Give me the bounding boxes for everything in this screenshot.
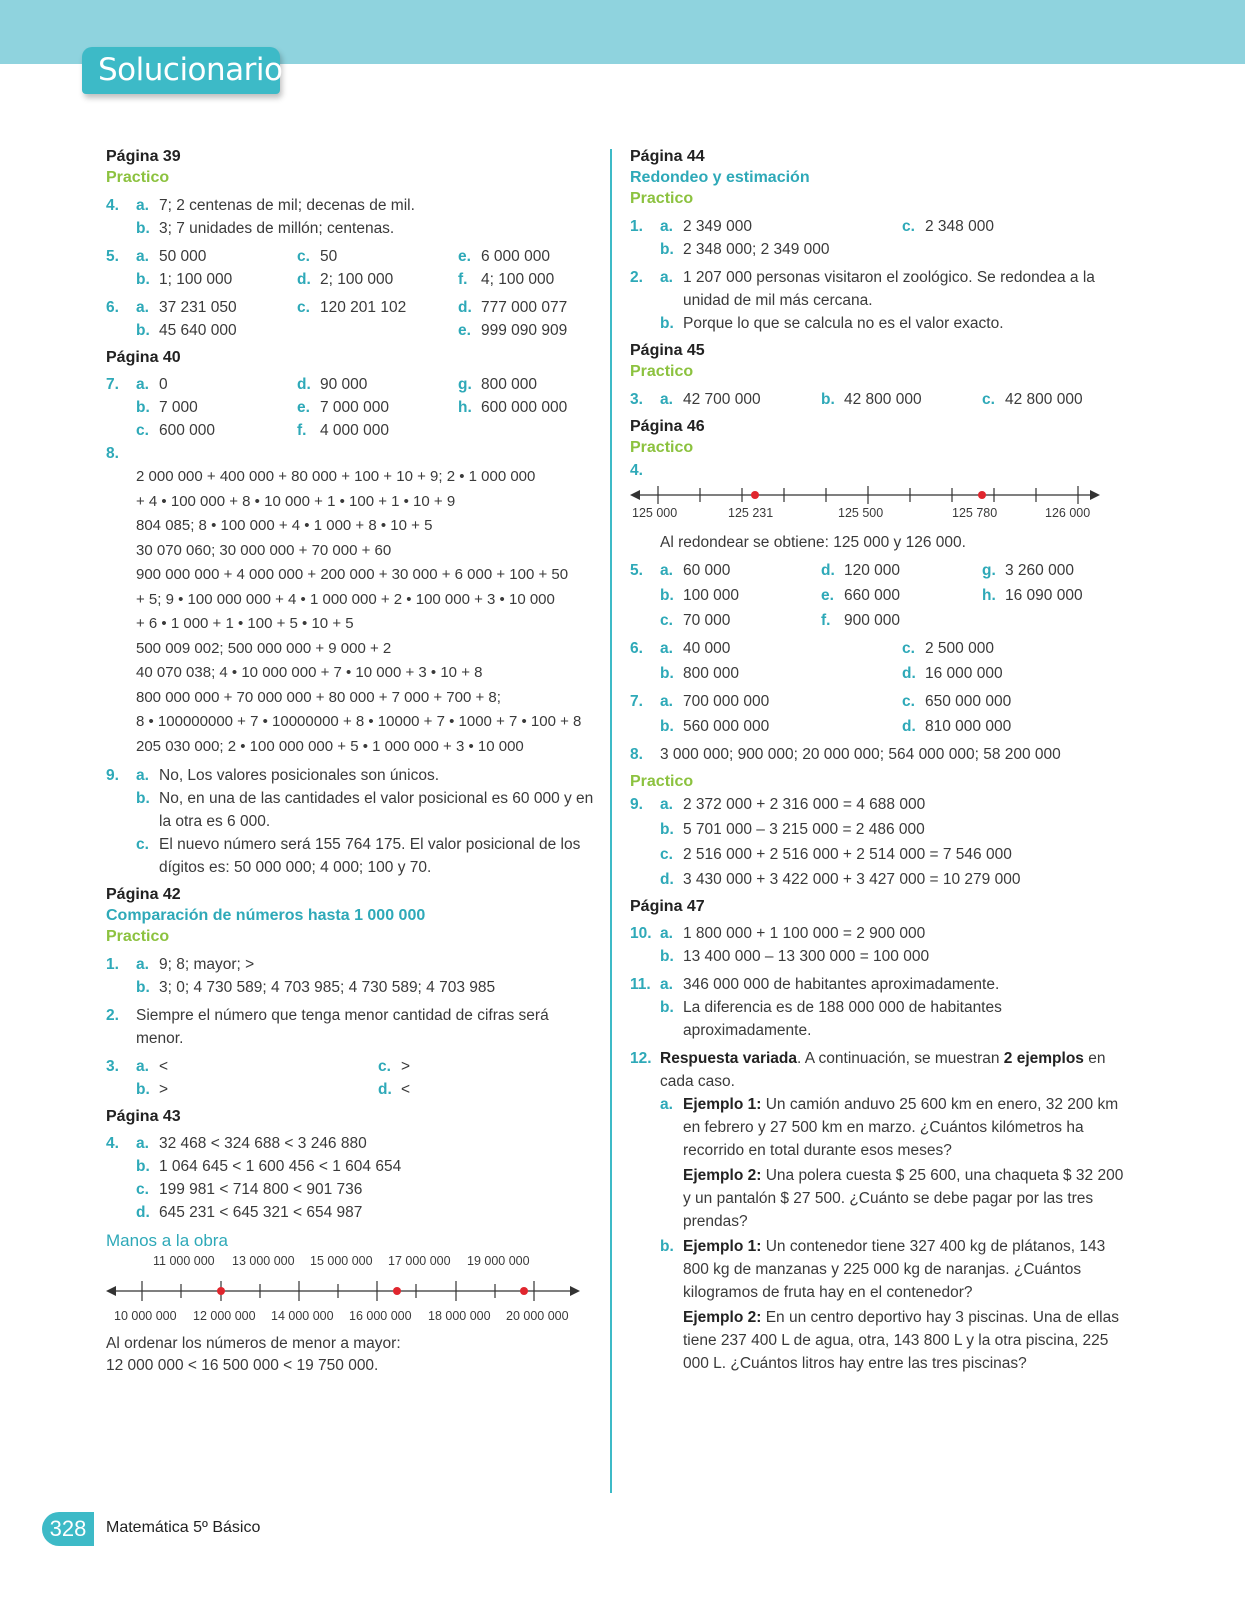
section-tab — [82, 47, 283, 94]
exercise-2: 2. a. 1 207 000 personas visitaron el zoológico. Se redondea a la unidad de mil más cercana. — [630, 269, 1095, 309]
exercise-7: 7. a. 700 000 000 c. 650 000 000 — [630, 693, 1012, 710]
exercise-5: 5. a. 60 000 d. 120 000 g. 3 260 000 — [630, 562, 1074, 579]
practico-heading: Practico — [106, 169, 170, 186]
decomposition-line: 500 009 002; 500 000 000 + 9 000 + 2 — [136, 639, 392, 657]
tick-label: 18 000 000 — [428, 1309, 491, 1323]
number-line-thousands — [630, 482, 1130, 532]
page-heading: Página 45 — [630, 342, 705, 359]
exercise-6: 6. a. 40 000 c. 2 500 000 — [630, 640, 994, 657]
decomposition-line: 800 000 000 + 70 000 000 + 80 000 + 7 000 + 700 + 8; — [136, 688, 501, 706]
left-column: Página 39 Practico 4. a. 7; 2 centenas de mil; decenas de mil. b. 3; 7 unidades de millón; centenas. 5. a. 50 000 c. 50 e. 6 000 000 b. 1; 100 000 d. 2; 100 000 f. 4; 100 000 6. a. 37 231 050 c. 120 201 102 d. 777 000 077 b. 45 640 000 e. 999 090 909 Página 40 7. a. 0 d. 90 000 g. 800 000 b. 7 000 e. 7 000 000 h. 600 000 000 c. 600 000 f. 4 000 000 8. 2 000 000 + 400 000 + 80 000 + 100 + 10 + 9; 2 • 1 000 000 + 4 • 100 000 + 8 • 10 000 + 1 • 100 + 1 • 10 + 9 804 085; 8 • 100 000 + 4 • 1 000 + 8 • 10 + 5 30 070 060; 30 000 000 + 70 000 + 60 900 000 000 + 4 000 000 + 200 000 + 30 000 + 6 000 + 100 + 50 + 5; 9 • 100 000 000 + 4 • 1 000 000 + 2 • 100 000 + 3 • 10 000 + 6 • 1 000 + 1 • 100 + 5 • 10 + 5 500 009 002; 500 000 000 + 9 000 + 2 40 070 038; 4 • 10 000 000 + 7 • 10 000 + 3 • 10 + 8 800 000 000 + 70 000 000 + 80 000 + 7 000 + 700 + 8; 8 • 100000000 + 7 • 10000000 + 8 • 10000 + 7 • 1000 + 7 • 100 + 8 205 030 000; 2 • 100 000 000 + 5 • 1 000 000 + 3 • 10 000 9. a. No, Los valores posicionales son únicos. b. No, en una de las cantidades el valor posicional es 60 000 y en la otra es 6 000. c. El nuevo número será 155 764 175. El valor posicional de los dígitos es: 50 000 000; 4 000; 100 y 70. Página 42 Comparación de números hasta 1 000 000 Practico 1. a. 9; 8; mayor; > b. 3; 0; 4 730 589; 4 703 985; 4 730 589; 4 703 985 2. Siempre el número que tenga menor cantidad de cifras será menor. 3. a. < c. > b. > d. < Página 43 4. a. 32 468 < 324 688 < 3 246 880 b. 1 064 645 < 1 600 456 < 1 604 654 c. 199 981 < 714 800 < 901 736 d. 645 231 < 645 321 < 654 987 Manos a la obra 11 000 000 13 000 000 15 000 000 17 000 000 19 000 000 10 000 000 12 000 000 14 000 000 16 000 000 18 000 000 20 000 000 Al ordenar los números de menor a mayor: 12 000 000 < 16 500 000 < 19 750 000. — [106, 146, 596, 1377]
page-heading: Página 44 — [630, 148, 705, 165]
practico-heading: Practico — [106, 928, 170, 945]
rounding-conclusion: Al redondear se obtiene: 125 000 y 126 000. — [660, 534, 966, 551]
practico-heading: Practico — [630, 190, 694, 207]
tick-label: 11 000 000 — [153, 1254, 215, 1268]
exercise-4-p43: 4. a. 32 468 < 324 688 < 3 246 880 — [106, 1135, 367, 1152]
exercise-3: 3. a. 42 700 000 b. 42 800 000 c. 42 800 000 — [630, 391, 1083, 408]
tick-label: 16 000 000 — [349, 1309, 412, 1323]
point-19750000 — [520, 1287, 528, 1295]
point-125231 — [751, 491, 759, 499]
decomposition-line: 8 • 100000000 + 7 • 10000000 + 8 • 10000 + 7 • 1000 + 7 • 100 + 8 — [136, 713, 582, 730]
number-line-millions — [106, 1253, 596, 1329]
section-title: Solucionario — [98, 52, 283, 88]
column-divider — [610, 149, 612, 1493]
tick-label: 20 000 000 — [506, 1309, 569, 1323]
page-heading: Página 43 — [106, 1108, 181, 1125]
exercise-9: 9. a. No, Los valores posicionales son únicos. — [106, 767, 440, 784]
exercise-9: 9. a. 2 372 000 + 2 316 000 = 4 688 000 — [630, 796, 926, 813]
tick-label: 125 000 — [632, 506, 678, 520]
page-heading: Página 40 — [106, 349, 181, 366]
page-heading: Página 39 — [106, 148, 181, 165]
exercise-6: 6. a. 37 231 050 c. 120 201 102 d. 777 000 077 — [106, 299, 568, 316]
exercise-3: 3. a. < c. > — [106, 1058, 411, 1075]
tick-label: 125 780 — [952, 506, 998, 520]
exercise-5: 5. a. 50 000 c. 50 e. 6 000 000 — [106, 248, 550, 265]
exercise-2: 2. Siempre el número que tenga menor cantidad de cifras será menor. — [106, 1007, 549, 1047]
book-title: Matemática 5º Básico — [106, 1519, 261, 1536]
page-heading: Página 46 — [630, 418, 705, 435]
tick-label: 126 000 — [1045, 506, 1091, 520]
tick-label: 17 000 000 — [388, 1254, 451, 1268]
exercise-4: 4. a. 7; 2 centenas de mil; decenas de mil. — [106, 197, 415, 214]
manos-heading: Manos a la obra — [106, 1231, 228, 1250]
point-16500000 — [393, 1287, 401, 1295]
decomposition-line: + 6 • 1 000 + 1 • 100 + 5 • 10 + 5 — [136, 615, 354, 632]
exercise-8: 8. 3 000 000; 900 000; 20 000 000; 564 000 000; 58 200 000 — [630, 746, 1061, 763]
decomposition-line: + 4 • 100 000 + 8 • 10 000 + 1 • 100 + 1 • 10 + 9 — [136, 492, 456, 510]
conclusion-line: Al ordenar los números de menor a mayor: — [106, 1335, 401, 1352]
practico-heading: Practico — [630, 773, 694, 790]
exercise-8: 8. — [106, 445, 119, 462]
decomposition-line: + 5; 9 • 100 000 000 + 4 • 1 000 000 + 2 • 100 000 + 3 • 10 000 — [136, 590, 555, 608]
exercise-10: 10. a. 1 800 000 + 1 100 000 = 2 900 000 — [630, 925, 926, 942]
page-heading: Página 42 — [106, 886, 181, 903]
exercise-11: 11. a. 346 000 000 de habitantes aproximadamente. — [630, 976, 1000, 993]
tick-label: 10 000 000 — [114, 1309, 177, 1323]
exercise-4: 4. — [630, 462, 643, 479]
point-125780 — [978, 491, 986, 499]
tick-label: 12 000 000 — [193, 1309, 256, 1323]
page-heading: Página 47 — [630, 898, 705, 915]
decomposition-line: 804 085; 8 • 100 000 + 4 • 1 000 + 8 • 10 + 5 — [136, 517, 433, 534]
decomposition-line: 2 000 000 + 400 000 + 80 000 + 100 + 10 + 9; 2 • 1 000 000 — [136, 468, 536, 485]
decomposition-line: 40 070 038; 4 • 10 000 000 + 7 • 10 000 + 3 • 10 + 8 — [136, 664, 483, 681]
tick-label: 13 000 000 — [232, 1254, 295, 1268]
tick-label: 19 000 000 — [467, 1254, 530, 1268]
tick-label: 14 000 000 — [271, 1309, 334, 1323]
exercise-1: 1. a. 2 349 000 c. 2 348 000 — [630, 218, 994, 235]
decomposition-line: 900 000 000 + 4 000 000 + 200 000 + 30 000 + 6 000 + 100 + 50 — [136, 566, 569, 583]
conclusion-line: 12 000 000 < 16 500 000 < 19 750 000. — [106, 1357, 379, 1374]
section-heading: Redondeo y estimación — [630, 169, 810, 186]
decomposition-line: 205 030 000; 2 • 100 000 000 + 5 • 1 000 000 + 3 • 10 000 — [136, 737, 524, 755]
exercise-7: 7. a. 0 d. 90 000 g. 800 000 — [106, 376, 538, 393]
exercise-8-lines — [106, 465, 596, 759]
tick-label: 125 231 — [728, 506, 774, 520]
exercise-12: 12. Respuesta variada. A continuación, se muestran 2 ejemplos en cada caso. — [630, 1050, 1106, 1090]
exercise-1: 1. a. 9; 8; mayor; > — [106, 956, 255, 973]
decomposition-line: 30 070 060; 30 000 000 + 70 000 + 60 — [136, 541, 392, 559]
practico-heading: Practico — [630, 363, 694, 380]
right-column: Página 44 Redondeo y estimación Practico 1. a. 2 349 000 c. 2 348 000 b. 2 348 000; 2 349 000 2. a. 1 207 000 personas visitaron el zoológico. Se redondea a la unidad de mil más cercana. b. Porque lo que se calcula no es el valor exacto. Página 45 Practico 3. a. 42 700 000 b. 42 800 000 c. 42 800 000 Página 46 Practico 4. 125 000 125 231 125 500 125 780 126 000 Al redondear se obtiene: 125 000 y 126 000. 5. a. 60 000 d. 120 000 g. 3 260 000 b. 100 000 e. 660 000 h. 16 090 000 c. 70 000 f. 900 000 6. a. 40 000 c. 2 500 000 b. 800 000 d. 16 000 000 7. a. 700 000 000 c. 650 000 000 b. 560 000 000 d. 810 000 000 8. 3 000 000; 900 000; 20 000 000; 564 000 000; 58 200 000 Practico 9. a. 2 372 000 + 2 316 000 = 4 688 000 b. 5 701 000 – 3 215 000 = 2 486 000 c. 2 516 000 + 2 516 000 + 2 514 000 = 7 546 000 d. 3 430 000 + 3 422 000 + 3 427 000 = 10 279 000 Página 47 10. a. 1 800 000 + 1 100 000 = 2 900 000 b. 13 400 000 – 13 300 000 = 100 000 11. a. 346 000 000 de habitantes aproximadamente. b. La diferencia es de 188 000 000 de habitantes aproximadamente. 12. Respuesta variada. A continuación, se muestran 2 ejemplos en cada caso. a. Ejemplo 1: Un camión anduvo 25 600 km en enero, 32 200 km en febrero y 27 500 km en marzo. ¿Cuántos kilómetros ha recorrido en total durante esos meses? Ejemplo 2: Una polera cuesta $ 25 600, una chaqueta $ 32 200 y un pantalón $ 27 500. ¿Cuánto se debe pagar por las tres prendas? b. Ejemplo 1: Un contenedor tiene 327 400 kg de plátanos, 143 800 kg de manzanas y 225 000 kg de naranjas. ¿Cuántos kilogramos de fruta hay en el contenedor? Ejemplo 2: En un centro deportivo hay 3 piscinas. Una de ellas tiene 237 400 L de agua, otra, 143 800 L y la otra piscina, 225 000 L. ¿Cuántos litros hay entre las tres piscinas? — [630, 146, 1130, 1375]
tick-label: 125 500 — [838, 506, 884, 520]
section-heading: Comparación de números hasta 1 000 000 — [106, 907, 426, 924]
practico-heading: Practico — [630, 439, 694, 456]
point-12000000 — [217, 1287, 225, 1295]
tick-label: 15 000 000 — [310, 1254, 373, 1268]
page-number: 328 — [42, 1512, 94, 1546]
